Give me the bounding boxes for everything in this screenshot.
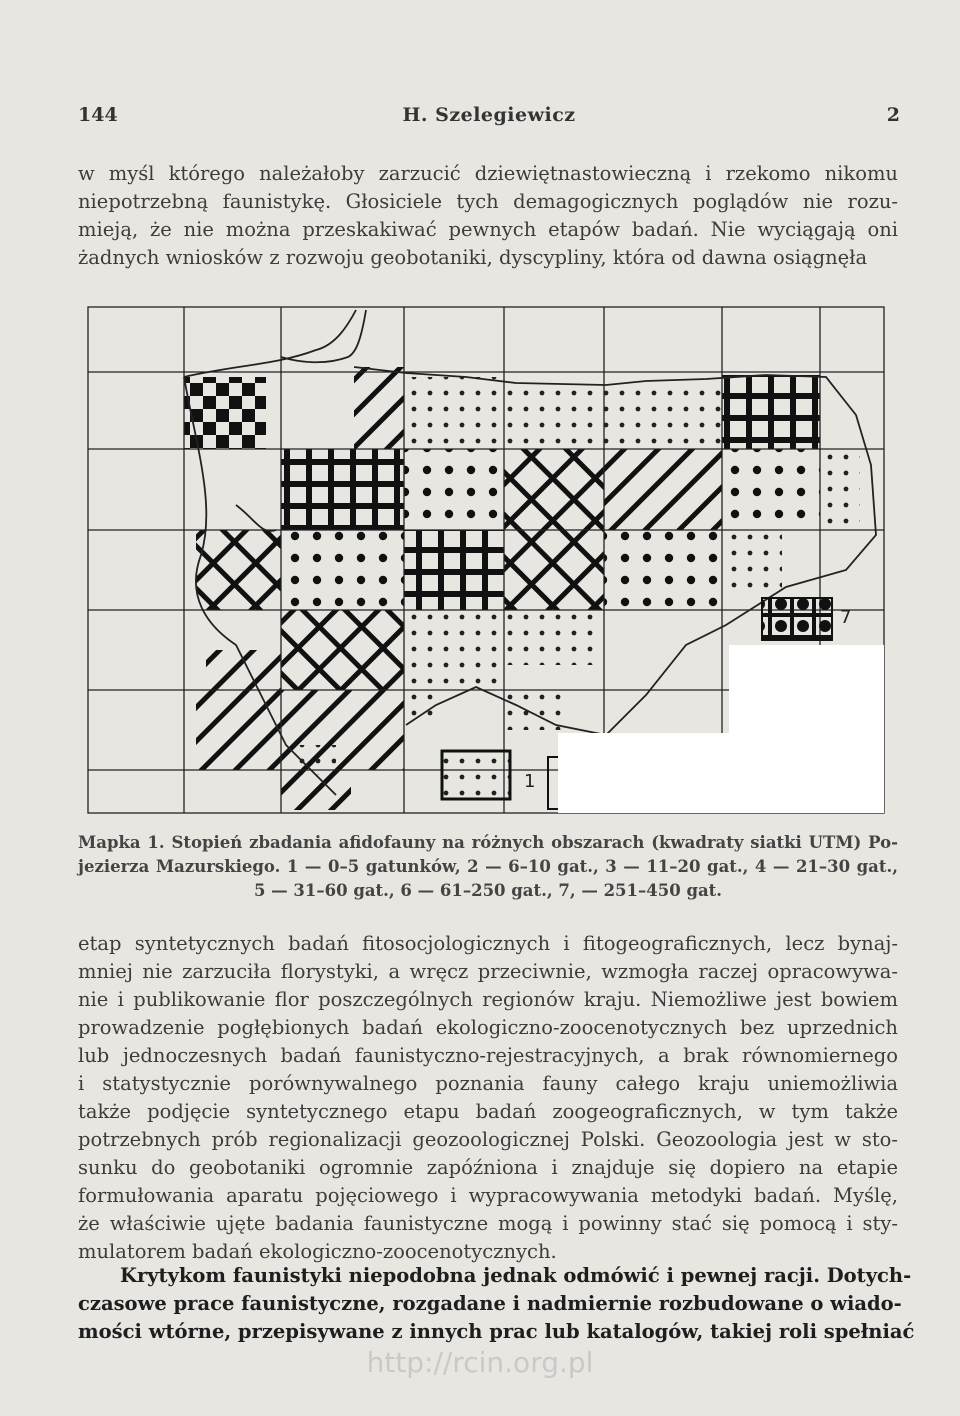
grid-cell xyxy=(604,449,722,530)
figure-caption xyxy=(78,831,898,903)
text-line: Krytykom faunistyki niepodobna jednak odmówić i pewnej racji. Dotych- xyxy=(120,1264,912,1287)
text-line: etap syntetycznych badań fitosocjologicznych i fitogeograficznych, lecz bynaj- xyxy=(78,932,898,955)
text-line: nie i publikowanie flor poszczególnych regionów kraju. Niemożliwe jest bowiem xyxy=(78,988,898,1011)
map-figure xyxy=(86,305,886,815)
grid-cell xyxy=(504,610,604,665)
grid-cell xyxy=(820,449,860,530)
paragraph-top xyxy=(78,160,898,272)
text-line: mniej nie zarzuciła florystyki, a wręcz przeciwnie, wzmogła raczej opracowywa- xyxy=(78,960,898,983)
grid-cell xyxy=(281,530,404,610)
text-line: mulatorem badań ekologiczno-zoocenotycznych. xyxy=(78,1240,557,1263)
page-header xyxy=(78,104,900,134)
grid-cell xyxy=(604,530,722,610)
grid-cell xyxy=(604,383,722,449)
grid-cell xyxy=(404,449,504,530)
text-line: mości wtórne, przepisywane z innych prac lub katalogów, takiej roli spełniać xyxy=(78,1320,915,1343)
text-line: i statystycznie porównywalnego poznania fauny całego kraju uniemożliwia xyxy=(78,1072,898,1095)
grid-cell xyxy=(722,375,820,449)
grid-cell xyxy=(281,610,404,690)
text-line: prowadzenie pogłębionych badań ekologiczno-zoocenotycznych bez uprzednich xyxy=(78,1016,898,1039)
utm-grid-map xyxy=(86,305,886,815)
grid-cell xyxy=(404,610,504,690)
grid-cell xyxy=(196,690,281,770)
grid-cell xyxy=(506,690,566,730)
text-line: w myśl którego należałoby zarzucić dziewiętnastowieczną i rzekomo nikomu xyxy=(78,162,898,185)
paragraph-main xyxy=(78,930,898,1266)
source-url-watermark: http://rcin.org.pl xyxy=(366,1346,594,1379)
text-line: formułowania aparatu pojęciowego i wypracowywania metodyki badań. Myślę, xyxy=(78,1184,898,1207)
section-number: 2 xyxy=(886,104,900,126)
grid-cell xyxy=(722,449,820,530)
grid-cell xyxy=(354,367,404,449)
text-line: niepotrzebną faunistykę. Głosiciele tych demagogicznych poglądów nie rozu- xyxy=(78,190,898,213)
grid-cell xyxy=(206,650,281,690)
page-number: 144 xyxy=(78,104,118,126)
legend-swatch-1 xyxy=(442,751,510,799)
text-line: potrzebnych prób regionalizacji geozoologicznej Polski. Geozoologia jest w sto- xyxy=(78,1128,898,1151)
text-line: żadnych wniosków z rozwoju geobotaniki, dyscypliny, która od dawna osiągnęła xyxy=(78,246,868,269)
paragraph-last xyxy=(78,1262,915,1346)
grid-cell xyxy=(504,530,604,610)
text-line: czasowe prace faunistyczne, rozgadane i nadmiernie rozbudowane o wiado- xyxy=(78,1292,902,1315)
legend-label-7: 7 xyxy=(840,607,852,628)
running-head-author: H. Szelegiewicz xyxy=(402,104,576,126)
legend-label-1: 1 xyxy=(524,771,536,792)
grid-cell xyxy=(504,449,604,530)
text-line: lub jednoczesnych badań faunistyczno-rejestracyjnych, a brak równomiernego xyxy=(78,1044,898,1067)
caption-line: 5 — 31–60 gat., 6 — 61–250 gat., 7, — 251–450 gat. xyxy=(253,881,723,900)
text-line: mieją, że nie można przeskakiwać pewnych etapów badań. Nie wyciągają oni xyxy=(78,218,898,241)
grid-cell xyxy=(722,530,782,590)
legend-swatch-7 xyxy=(762,598,832,640)
grid-cell xyxy=(404,377,504,449)
text-line: także podjęcie syntetycznego etapu badań zoogeograficznych, w tym także xyxy=(78,1100,898,1123)
text-line: sunku do geobotaniki ogromnie zapóźniona i znajduje się dopiero na etapie xyxy=(78,1156,898,1179)
grid-cell xyxy=(404,530,504,610)
caption-line: jezierza Mazurskiego. 1 — 0–5 gatunków, 2 — 6–10 gat., 3 — 11–20 gat., 4 — 21–30 gat., xyxy=(78,857,898,876)
grid-cell xyxy=(196,530,281,610)
caption-line: Mapka 1. Stopień zbadania afidofauny na różnych obszarach (kwadraty siatki UTM) Po- xyxy=(78,833,898,852)
grid-cell xyxy=(504,380,604,449)
text-line: że właściwie ujęte badania faunistyczne mogą i powinny stać się pomocą i sty- xyxy=(78,1212,898,1235)
grid-cell xyxy=(281,449,404,530)
